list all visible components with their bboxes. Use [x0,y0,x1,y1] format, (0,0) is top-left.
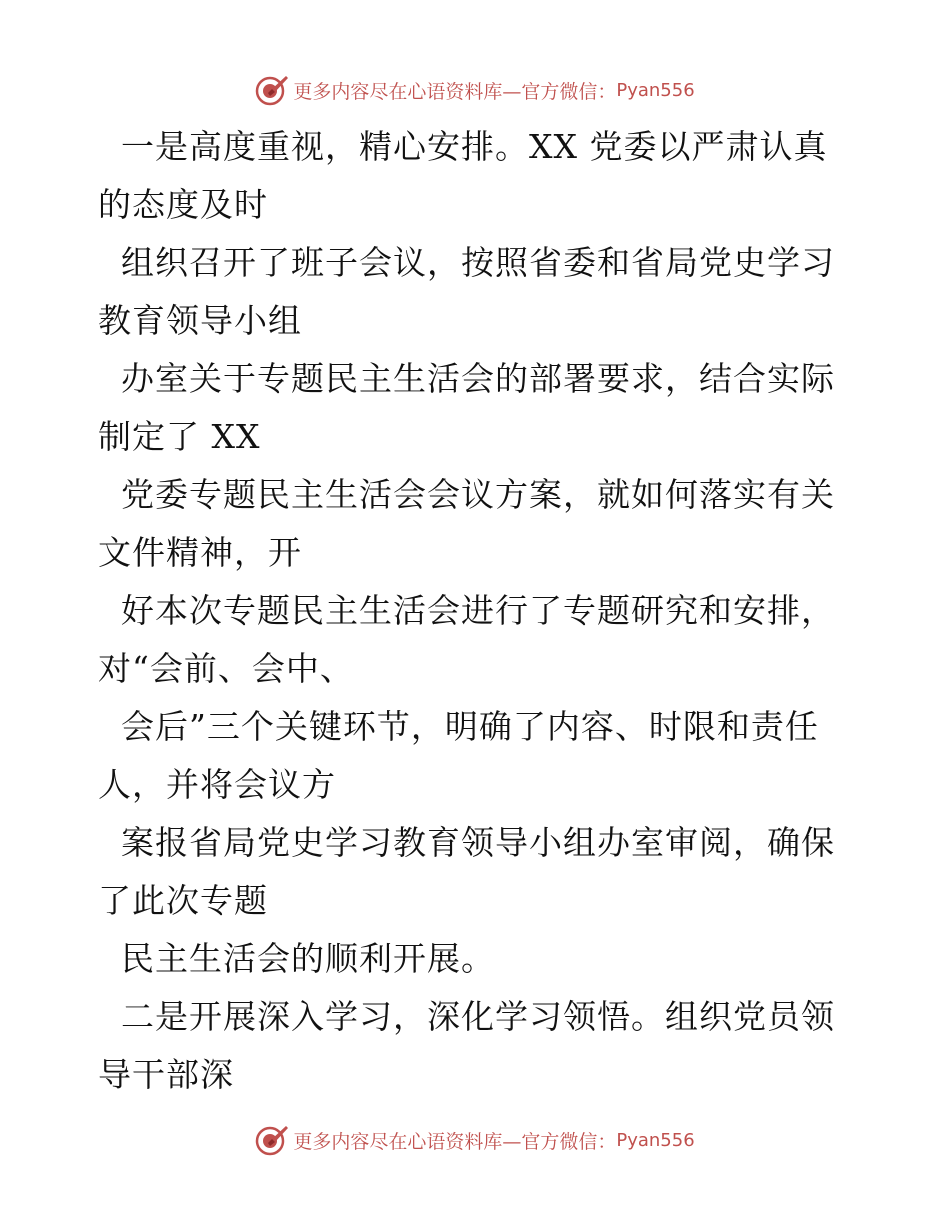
body-line: 会后”三个关键环节，明确了内容、时限和责任人，并将会议方 [98,707,819,804]
document-body [98,118,858,1104]
watermark-id: Pyan556 [616,1129,695,1151]
pen-logo-icon [255,73,289,107]
pen-logo-icon [255,1123,289,1157]
body-line: 二是开展深入学习，深化学习领悟。组织党员领导干部深 [98,997,835,1094]
body-line: 民主生活会的顺利开展。 [98,939,495,978]
body-line: 组织召开了班子会议，按照省委和省局党史学习教育领导小组 [98,243,835,340]
body-line: 案报省局党史学习教育领导小组办室审阅，确保了此次专题 [98,823,835,920]
body-line: 一是高度重视，精心安排。XX 党委以严肃认真的态度及时 [98,127,828,224]
header-watermark [0,70,950,110]
footer-watermark [0,1120,950,1160]
body-line: 好本次专题民主生活会进行了专题研究和安排，对“会前、会中、 [98,591,835,688]
body-line: 党委专题民主生活会会议方案，就如何落实有关文件精神，开 [98,475,835,572]
watermark-id: Pyan556 [616,79,695,101]
body-line: 办室关于专题民主生活会的部署要求，结合实际制定了 XX [98,359,835,456]
watermark-text: 更多内容尽在心语资料库—官方微信： [293,1130,617,1153]
watermark-text: 更多内容尽在心语资料库—官方微信： [293,80,617,103]
